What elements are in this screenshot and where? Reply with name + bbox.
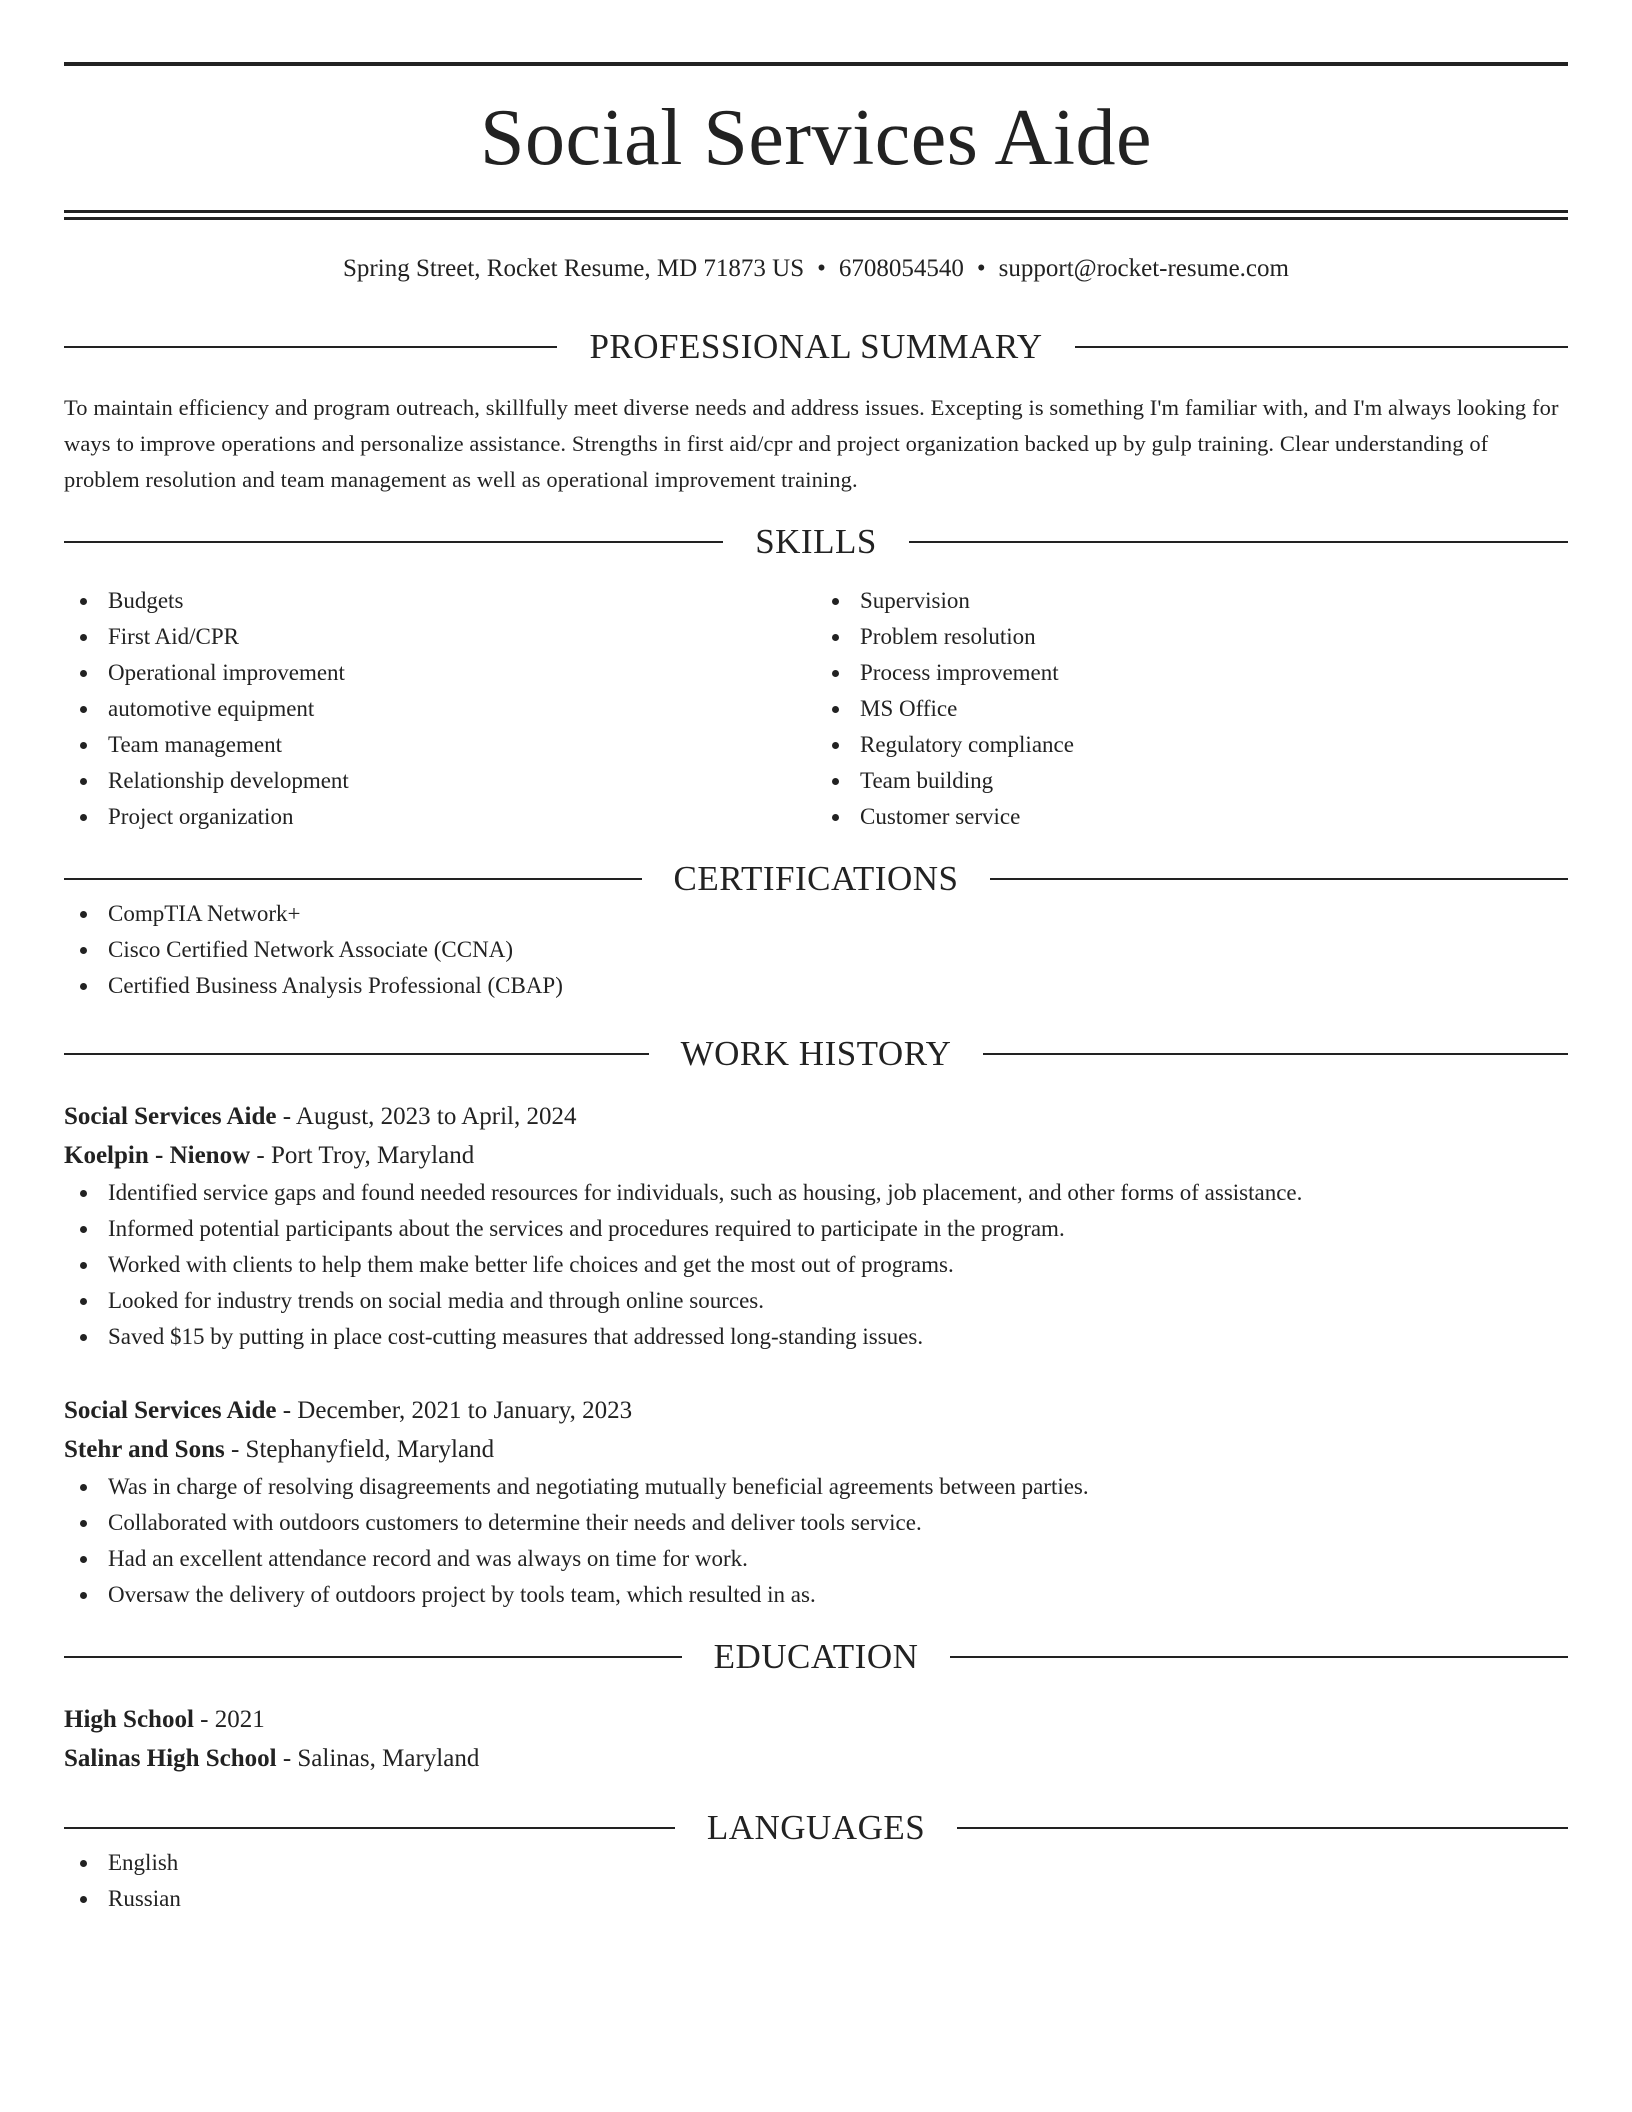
job-bullet: Collaborated with outdoors customers to determine their needs and deliver tools service. <box>64 1505 1568 1541</box>
contact-separator: • <box>817 255 826 282</box>
job-bullet: Looked for industry trends on social media and through online sources. <box>64 1283 1568 1319</box>
job-bullet: Identified service gaps and found needed resources for individuals, such as housing, job placement, and other forms of assistance. <box>64 1175 1568 1211</box>
job-company: Stehr and Sons <box>64 1436 225 1463</box>
divider-line <box>950 1656 1568 1658</box>
certification-item: Cisco Certified Network Associate (CCNA) <box>64 932 1568 968</box>
section-heading-label: WORK HISTORY <box>680 1034 952 1073</box>
job-title-line <box>64 1391 1568 1430</box>
skill-item: Regulatory compliance <box>816 727 1568 763</box>
skill-item: MS Office <box>816 691 1568 727</box>
section-heading-education <box>64 1639 1568 1674</box>
divider-line <box>909 541 1568 543</box>
languages-list <box>64 1845 1568 1917</box>
job-bullet: Oversaw the delivery of outdoors project by tools team, which resulted in as. <box>64 1577 1568 1613</box>
section-heading-label: SKILLS <box>755 522 877 561</box>
language-item: English <box>64 1845 1568 1881</box>
section-heading-label: CERTIFICATIONS <box>673 859 959 898</box>
job-bullet: Had an excellent attendance record and was always on time for work. <box>64 1541 1568 1577</box>
education-degree: High School <box>64 1706 194 1733</box>
job-location: - Stephanyfield, Maryland <box>224 1436 495 1463</box>
certification-item: CompTIA Network+ <box>64 896 1568 932</box>
divider-line <box>64 1053 649 1055</box>
job-bullets <box>64 1469 1568 1613</box>
skill-item: Budgets <box>64 583 816 619</box>
divider-line <box>64 346 557 348</box>
job-company-line <box>64 1136 1568 1175</box>
skill-item: automotive equipment <box>64 691 816 727</box>
skill-item: Relationship development <box>64 763 816 799</box>
skill-item: Project organization <box>64 799 816 835</box>
divider-line <box>983 1053 1568 1055</box>
job-bullet: Worked with clients to help them make better life choices and get the most out of programs. <box>64 1247 1568 1283</box>
job-title: Social Services Aide <box>64 1397 277 1424</box>
job-bullet: Informed potential participants about the services and procedures required to participate in the program. <box>64 1211 1568 1247</box>
section-heading-skills <box>64 524 1568 559</box>
contact-email: support@rocket-resume.com <box>998 255 1289 282</box>
skills-column-right <box>816 583 1568 835</box>
divider-line <box>64 1656 682 1658</box>
job-title-line <box>64 1097 1568 1136</box>
education-degree-line <box>64 1700 1568 1739</box>
divider-line <box>1075 346 1568 348</box>
certifications-list <box>64 896 1568 1004</box>
section-heading-label: LANGUAGES <box>706 1808 926 1847</box>
contact-line <box>64 256 1568 281</box>
divider-line <box>64 1827 675 1829</box>
education-location: - Salinas, Maryland <box>276 1745 480 1772</box>
contact-address: Spring Street, Rocket Resume, MD 71873 US <box>343 255 805 282</box>
skill-item: Problem resolution <box>816 619 1568 655</box>
skills-columns <box>64 583 1568 835</box>
skill-item: Team building <box>816 763 1568 799</box>
section-heading-certifications <box>64 861 1568 896</box>
section-heading-label: PROFESSIONAL SUMMARY <box>589 327 1043 366</box>
education-year: - 2021 <box>193 1706 265 1733</box>
job-bullets <box>64 1175 1568 1355</box>
skill-item: First Aid/CPR <box>64 619 816 655</box>
skill-item: Customer service <box>816 799 1568 835</box>
job-bullet: Saved $15 by putting in place cost-cutting measures that addressed long-standing issues. <box>64 1319 1568 1355</box>
resume-title: Social Services Aide <box>479 94 1153 182</box>
job-location: - Port Troy, Maryland <box>250 1142 475 1169</box>
job-entry <box>64 1097 1568 1355</box>
section-heading-label: EDUCATION <box>713 1637 919 1676</box>
language-item: Russian <box>64 1881 1568 1917</box>
divider-line <box>64 541 723 543</box>
title-double-rule <box>64 210 1568 220</box>
contact-phone: 6708054540 <box>838 255 964 282</box>
job-company: Koelpin - Nienow <box>64 1142 251 1169</box>
education-school-line <box>64 1739 1568 1778</box>
summary-text: To maintain efficiency and program outreach, skillfully meet diverse needs and address issues. Excepting is something I'm familiar with, and I'm always looking for ways to improve operations and personalize assistance. Strengths in first aid/cpr and project organization backed up by gulp training. Clear understanding of problem resolution and team management as well as operational improvement training. <box>64 395 1559 492</box>
section-heading-summary <box>64 329 1568 364</box>
divider-line <box>990 878 1568 880</box>
skills-column-left <box>64 583 816 835</box>
education-entry <box>64 1700 1568 1778</box>
education-school: Salinas High School <box>64 1745 277 1772</box>
job-entry <box>64 1391 1568 1613</box>
job-company-line <box>64 1430 1568 1469</box>
top-rule <box>64 62 1568 66</box>
job-title: Social Services Aide <box>64 1103 277 1130</box>
skill-item: Operational improvement <box>64 655 816 691</box>
skill-item: Team management <box>64 727 816 763</box>
section-heading-languages <box>64 1810 1568 1845</box>
job-bullet: Was in charge of resolving disagreements and negotiating mutually beneficial agreements between parties. <box>64 1469 1568 1505</box>
section-heading-work-history <box>64 1036 1568 1071</box>
job-dates: - August, 2023 to April, 2024 <box>276 1103 577 1130</box>
divider-line <box>957 1827 1568 1829</box>
job-dates: - December, 2021 to January, 2023 <box>276 1397 633 1424</box>
skill-item: Process improvement <box>816 655 1568 691</box>
contact-separator: • <box>976 255 986 282</box>
divider-line <box>64 878 642 880</box>
certification-item: Certified Business Analysis Professional (CBAP) <box>64 968 1568 1004</box>
skill-item: Supervision <box>816 583 1568 619</box>
